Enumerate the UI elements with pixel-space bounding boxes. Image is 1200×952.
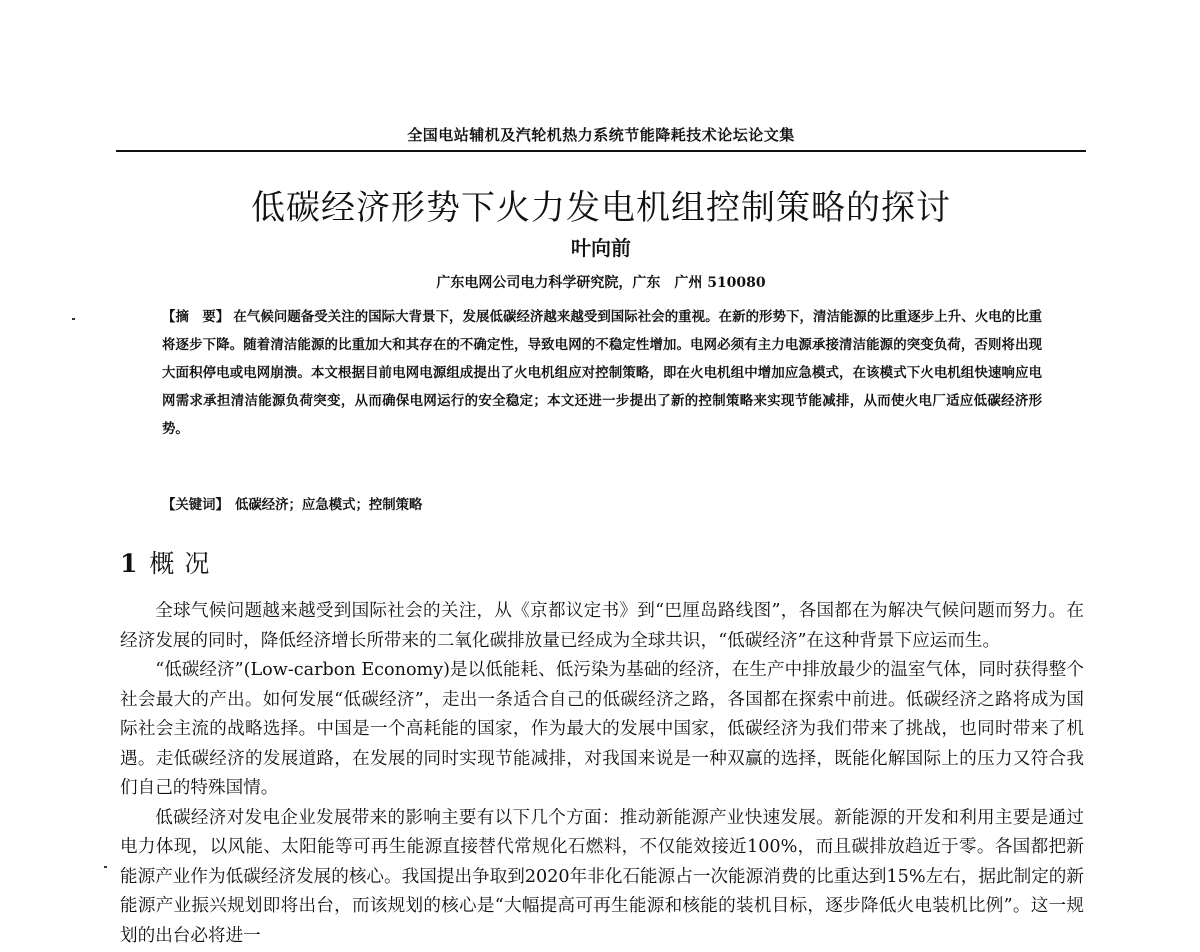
author-name: 叶向前 — [571, 236, 631, 260]
keywords — [162, 491, 422, 519]
body-text — [120, 597, 1084, 951]
header-rule — [116, 150, 1086, 152]
running-header: 全国电站辅机及汽轮机热力系统节能降耗技术论坛论文集 — [407, 126, 795, 144]
section-heading — [120, 544, 219, 580]
paragraph: 全球气候问题越来越受到国际社会的关注，从《京都议定书》到“巴厘岛路线图”，各国都在为解决气候问题而努力。在经济发展的同时，降低经济增长所带来的二氧化碳排放量已经成为全球共识，“低碳经济”在这种背景下应运而生。 — [120, 601, 1084, 651]
abstract-text: 在气候问题备受关注的国际大背景下，发展低碳经济越来越受到国际社会的重视。在新的形势下，清洁能源的比重逐步上升、火电的比重将逐步下降。随着清洁能源的比重加大和其存在的不确定性，导致电网的不稳定性增加。电网必须有主力电源承接清洁能源的突变负荷，否则将出现大面积停电或电网崩溃。本文根据目前电网电源组成提出了火电机组应对控制策略，即在火电机组中增加应急模式，在该模式下火电机组快速响应电网需求承担清洁能源负荷突变，从而确保电网运行的安全稳定；本文还进一步提出了新的控制策略来实现节能减排，从而使火电厂适应低碳经济形势。 — [162, 309, 1043, 437]
scan-speck — [72, 318, 75, 320]
section-title: 概况 — [149, 549, 220, 578]
abstract — [162, 303, 1042, 443]
paper-title: 低碳经济形势下火力发电机组控制策略的探讨 — [251, 188, 951, 228]
keywords-text: 低碳经济；应急模式；控制策略 — [234, 497, 423, 513]
scan-speck — [104, 866, 107, 868]
section-number: 1 — [120, 549, 138, 578]
abstract-label: 【摘 要】 — [162, 309, 230, 325]
paragraph: 低碳经济对发电企业发展带来的影响主要有以下几个方面：推动新能源产业快速发展。新能源的开发和利用主要是通过电力体现，以风能、太阳能等可再生能源直接替代常规化石燃料，不仅能效接近100%，而且碳排放趋近于零。各国都把新能源产业作为低碳经济发展的核心。我国提出争取到2020年非化石能源占一次能源消费的比重达到15%左右，据此制定的新能源产业振兴规划即将出台，而该规划的核心是“大幅提高可再生能源和核能的装机目标，逐步降低火电装机比例”。这一规划的出台必将进一 — [120, 807, 1084, 946]
keywords-label: 【关键词】 — [162, 497, 229, 513]
paragraph: “低碳经济”(Low-carbon Economy)是以低能耗、低污染为基础的经济，在生产中排放最少的温室气体，同时获得整个社会最大的产出。如何发展“低碳经济”，走出一条适合自己的低碳经济之路，各国都在探索中前进。低碳经济之路将成为国际社会主流的战略选择。中国是一个高耗能的国家，作为最大的发展中国家，低碳经济为我们带来了挑战，也同时带来了机遇。走低碳经济的发展道路，在发展的同时实现节能减排，对我国来说是一种双赢的选择，既能化解国际上的压力又符合我们自己的特殊国情。 — [120, 660, 1084, 798]
author-affiliation: 广东电网公司电力科学研究院，广东 广州 510080 — [436, 275, 766, 291]
